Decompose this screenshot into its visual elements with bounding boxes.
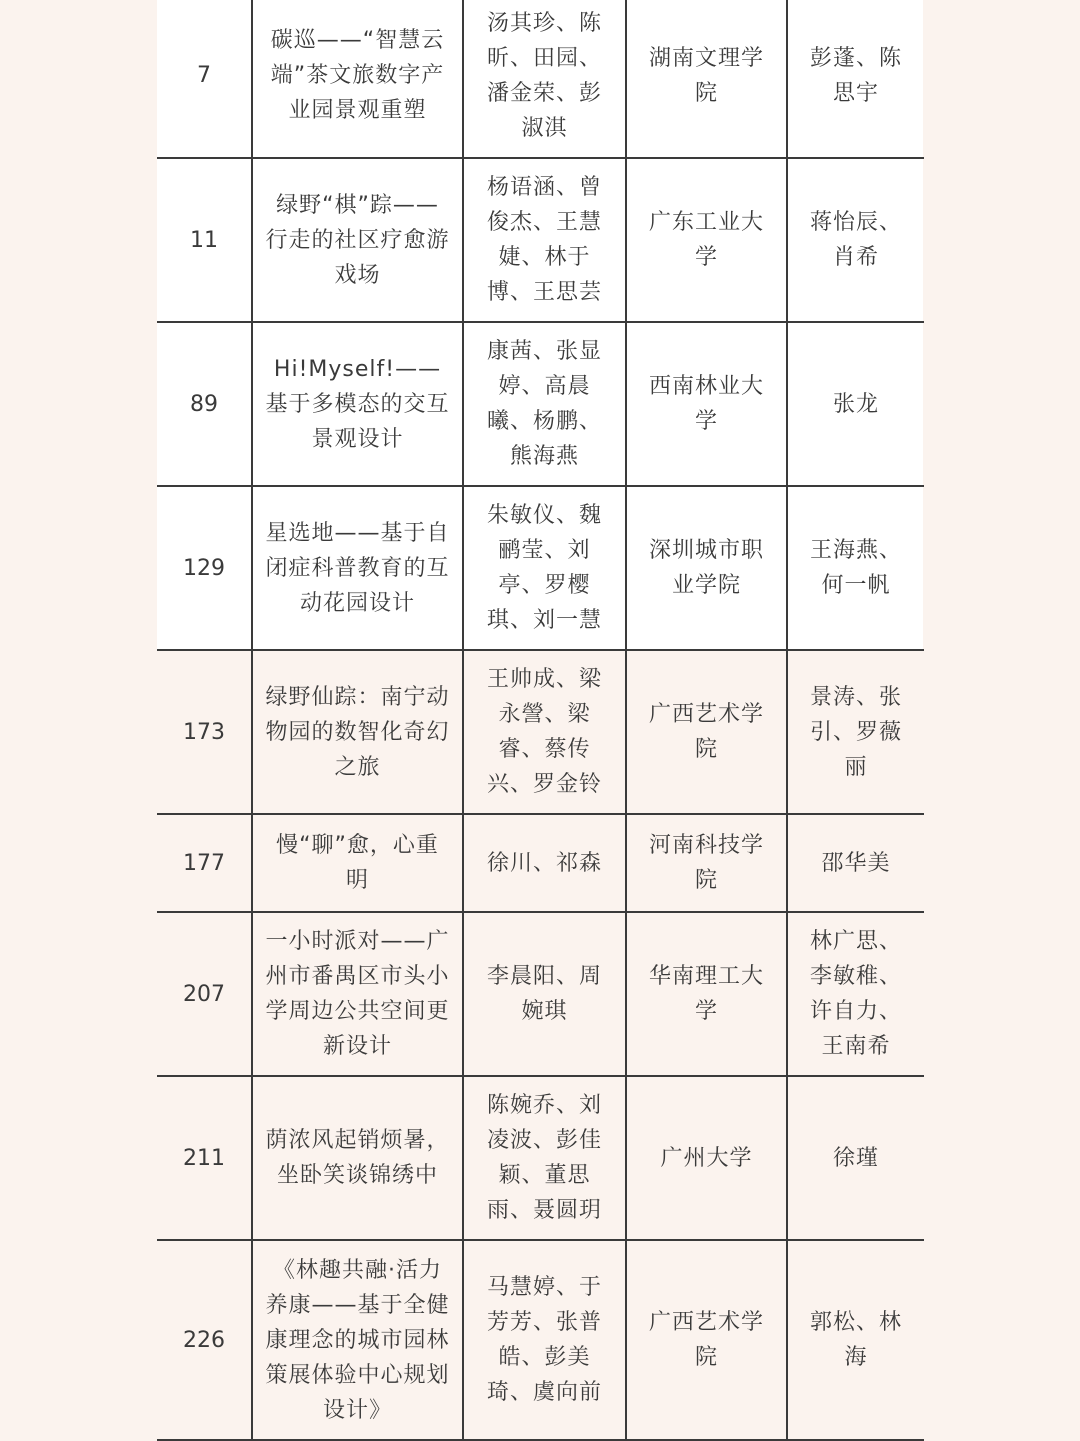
project-title: 绿野“棋”踪——行走的社区疗愈游戏场 bbox=[252, 158, 463, 322]
project-title: 慢“聊”愈，心重明 bbox=[252, 814, 463, 912]
team-members: 康茜、张显婷、高晨曦、杨鹏、熊海燕 bbox=[463, 322, 626, 486]
entry-number: 89 bbox=[157, 322, 252, 486]
table-row bbox=[157, 814, 924, 912]
team-members: 朱敏仪、魏鹂莹、刘亭、罗樱琪、刘一慧 bbox=[463, 486, 626, 650]
advisor-names: 林广思、李敏稚、许自力、王南希 bbox=[787, 912, 924, 1076]
advisor-names: 彭蓬、陈思宇 bbox=[787, 0, 924, 158]
team-members: 陈婉乔、刘凌波、彭佳颖、董思雨、聂圆玥 bbox=[463, 1076, 626, 1240]
team-members: 徐川、祁森 bbox=[463, 814, 626, 912]
entry-number: 207 bbox=[157, 912, 252, 1076]
table-row bbox=[157, 486, 924, 650]
table-row bbox=[157, 1240, 924, 1440]
table-row bbox=[157, 912, 924, 1076]
table-row bbox=[157, 650, 924, 814]
team-members: 李晨阳、周婉琪 bbox=[463, 912, 626, 1076]
entry-number: 7 bbox=[157, 0, 252, 158]
entry-number: 226 bbox=[157, 1240, 252, 1440]
project-title: 《林趣共融·活力养康——基于全健康理念的城市园林策展体验中心规划设计》 bbox=[252, 1240, 463, 1440]
advisor-names: 徐瑾 bbox=[787, 1076, 924, 1240]
project-title: 绿野仙踪：南宁动物园的数智化奇幻之旅 bbox=[252, 650, 463, 814]
table-row bbox=[157, 0, 924, 158]
entry-number: 177 bbox=[157, 814, 252, 912]
project-title: 碳巡——“智慧云端”茶文旅数字产业园景观重塑 bbox=[252, 0, 463, 158]
table-row bbox=[157, 158, 924, 322]
table-row bbox=[157, 1076, 924, 1240]
entry-number: 11 bbox=[157, 158, 252, 322]
school-name: 深圳城市职业学院 bbox=[626, 486, 787, 650]
advisor-names: 蒋怡辰、肖希 bbox=[787, 158, 924, 322]
advisor-names: 景涛、张引、罗薇丽 bbox=[787, 650, 924, 814]
advisor-names: 王海燕、何一帆 bbox=[787, 486, 924, 650]
awards-table bbox=[157, 0, 924, 1441]
entry-number: 173 bbox=[157, 650, 252, 814]
school-name: 广西艺术学院 bbox=[626, 1240, 787, 1440]
project-title: 星选地——基于自闭症科普教育的互动花园设计 bbox=[252, 486, 463, 650]
team-members: 汤其珍、陈昕、田园、潘金荣、彭淑淇 bbox=[463, 0, 626, 158]
table-row bbox=[157, 322, 924, 486]
team-members: 杨语涵、曾俊杰、王慧婕、林于博、王思芸 bbox=[463, 158, 626, 322]
school-name: 广西艺术学院 bbox=[626, 650, 787, 814]
school-name: 广州大学 bbox=[626, 1076, 787, 1240]
school-name: 广东工业大学 bbox=[626, 158, 787, 322]
team-members: 马慧婷、于芳芳、张普皓、彭美琦、虞向前 bbox=[463, 1240, 626, 1440]
project-title: 一小时派对——广州市番禺区市头小学周边公共空间更新设计 bbox=[252, 912, 463, 1076]
team-members: 王帅成、梁永謍、梁睿、蔡传兴、罗金铃 bbox=[463, 650, 626, 814]
advisor-names: 邵华美 bbox=[787, 814, 924, 912]
project-title: 荫浓风起销烦暑，坐卧笑谈锦绣中 bbox=[252, 1076, 463, 1240]
advisor-names: 郭松、林海 bbox=[787, 1240, 924, 1440]
entry-number: 129 bbox=[157, 486, 252, 650]
project-title: Hi!Myself!——基于多模态的交互景观设计 bbox=[252, 322, 463, 486]
advisor-names: 张龙 bbox=[787, 322, 924, 486]
school-name: 河南科技学院 bbox=[626, 814, 787, 912]
school-name: 华南理工大学 bbox=[626, 912, 787, 1076]
entry-number: 211 bbox=[157, 1076, 252, 1240]
school-name: 西南林业大学 bbox=[626, 322, 787, 486]
school-name: 湖南文理学院 bbox=[626, 0, 787, 158]
